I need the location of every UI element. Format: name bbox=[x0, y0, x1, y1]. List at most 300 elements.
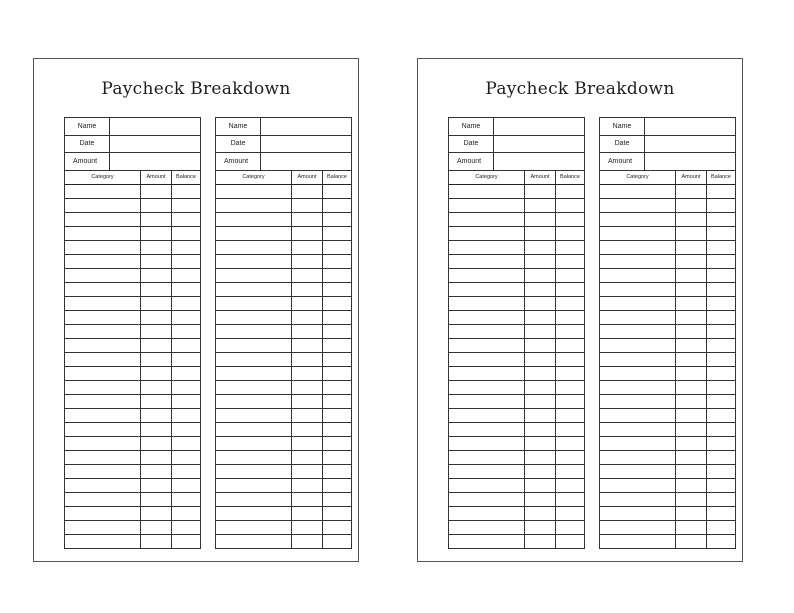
balance-cell[interactable] bbox=[323, 381, 351, 394]
category-cell[interactable] bbox=[216, 465, 292, 478]
category-cell[interactable] bbox=[65, 409, 141, 422]
name-field[interactable] bbox=[645, 118, 735, 136]
balance-cell[interactable] bbox=[323, 493, 351, 506]
amount-cell[interactable] bbox=[141, 311, 172, 324]
category-cell[interactable] bbox=[600, 479, 676, 492]
amount-cell[interactable] bbox=[141, 213, 172, 226]
amount-cell[interactable] bbox=[525, 521, 556, 534]
category-cell[interactable] bbox=[449, 241, 525, 254]
category-cell[interactable] bbox=[216, 437, 292, 450]
balance-cell[interactable] bbox=[323, 423, 351, 436]
amount-cell[interactable] bbox=[292, 437, 323, 450]
category-cell[interactable] bbox=[449, 353, 525, 366]
category-cell[interactable] bbox=[600, 493, 676, 506]
amount-cell[interactable] bbox=[676, 451, 707, 464]
category-cell[interactable] bbox=[449, 535, 525, 548]
amount-cell[interactable] bbox=[141, 521, 172, 534]
category-cell[interactable] bbox=[449, 493, 525, 506]
balance-cell[interactable] bbox=[172, 381, 200, 394]
amount-cell[interactable] bbox=[525, 507, 556, 520]
category-cell[interactable] bbox=[65, 423, 141, 436]
amount-cell[interactable] bbox=[525, 493, 556, 506]
amount-cell[interactable] bbox=[676, 213, 707, 226]
amount-cell[interactable] bbox=[676, 297, 707, 310]
category-cell[interactable] bbox=[449, 437, 525, 450]
amount-cell[interactable] bbox=[676, 339, 707, 352]
category-cell[interactable] bbox=[216, 339, 292, 352]
amount-cell[interactable] bbox=[141, 423, 172, 436]
amount-cell[interactable] bbox=[292, 269, 323, 282]
amount-cell[interactable] bbox=[676, 367, 707, 380]
balance-cell[interactable] bbox=[323, 339, 351, 352]
balance-cell[interactable] bbox=[172, 353, 200, 366]
category-cell[interactable] bbox=[216, 479, 292, 492]
category-cell[interactable] bbox=[600, 535, 676, 548]
balance-cell[interactable] bbox=[172, 227, 200, 240]
balance-cell[interactable] bbox=[707, 213, 735, 226]
balance-cell[interactable] bbox=[556, 409, 584, 422]
balance-cell[interactable] bbox=[172, 367, 200, 380]
amount-field[interactable] bbox=[110, 153, 200, 171]
balance-cell[interactable] bbox=[707, 297, 735, 310]
amount-cell[interactable] bbox=[141, 353, 172, 366]
category-cell[interactable] bbox=[216, 353, 292, 366]
amount-cell[interactable] bbox=[292, 353, 323, 366]
amount-cell[interactable] bbox=[141, 199, 172, 212]
category-cell[interactable] bbox=[216, 395, 292, 408]
balance-cell[interactable] bbox=[707, 535, 735, 548]
amount-cell[interactable] bbox=[525, 199, 556, 212]
balance-cell[interactable] bbox=[172, 325, 200, 338]
amount-cell[interactable] bbox=[141, 395, 172, 408]
amount-cell[interactable] bbox=[676, 437, 707, 450]
amount-cell[interactable] bbox=[525, 213, 556, 226]
balance-cell[interactable] bbox=[172, 311, 200, 324]
balance-cell[interactable] bbox=[556, 269, 584, 282]
category-cell[interactable] bbox=[216, 493, 292, 506]
amount-cell[interactable] bbox=[292, 493, 323, 506]
amount-field[interactable] bbox=[645, 153, 735, 171]
amount-cell[interactable] bbox=[676, 409, 707, 422]
category-cell[interactable] bbox=[216, 269, 292, 282]
amount-cell[interactable] bbox=[292, 535, 323, 548]
balance-cell[interactable] bbox=[556, 437, 584, 450]
amount-cell[interactable] bbox=[525, 367, 556, 380]
amount-cell[interactable] bbox=[525, 325, 556, 338]
balance-cell[interactable] bbox=[707, 283, 735, 296]
category-cell[interactable] bbox=[65, 297, 141, 310]
balance-cell[interactable] bbox=[172, 465, 200, 478]
balance-cell[interactable] bbox=[707, 227, 735, 240]
balance-cell[interactable] bbox=[323, 507, 351, 520]
amount-cell[interactable] bbox=[525, 255, 556, 268]
amount-cell[interactable] bbox=[292, 311, 323, 324]
category-cell[interactable] bbox=[449, 199, 525, 212]
balance-cell[interactable] bbox=[556, 451, 584, 464]
balance-cell[interactable] bbox=[172, 451, 200, 464]
category-cell[interactable] bbox=[65, 283, 141, 296]
balance-cell[interactable] bbox=[707, 255, 735, 268]
balance-cell[interactable] bbox=[556, 507, 584, 520]
amount-cell[interactable] bbox=[676, 325, 707, 338]
amount-cell[interactable] bbox=[292, 339, 323, 352]
category-cell[interactable] bbox=[600, 325, 676, 338]
category-cell[interactable] bbox=[216, 255, 292, 268]
amount-cell[interactable] bbox=[141, 297, 172, 310]
category-cell[interactable] bbox=[600, 353, 676, 366]
name-field[interactable] bbox=[261, 118, 351, 136]
balance-cell[interactable] bbox=[172, 213, 200, 226]
amount-cell[interactable] bbox=[141, 507, 172, 520]
amount-cell[interactable] bbox=[525, 423, 556, 436]
amount-cell[interactable] bbox=[292, 283, 323, 296]
category-cell[interactable] bbox=[65, 269, 141, 282]
balance-cell[interactable] bbox=[707, 437, 735, 450]
amount-cell[interactable] bbox=[676, 493, 707, 506]
category-cell[interactable] bbox=[449, 479, 525, 492]
category-cell[interactable] bbox=[65, 507, 141, 520]
amount-cell[interactable] bbox=[141, 465, 172, 478]
balance-cell[interactable] bbox=[556, 493, 584, 506]
balance-cell[interactable] bbox=[556, 297, 584, 310]
category-cell[interactable] bbox=[216, 521, 292, 534]
category-cell[interactable] bbox=[600, 269, 676, 282]
category-cell[interactable] bbox=[600, 255, 676, 268]
amount-cell[interactable] bbox=[292, 325, 323, 338]
balance-cell[interactable] bbox=[707, 451, 735, 464]
balance-cell[interactable] bbox=[707, 269, 735, 282]
category-cell[interactable] bbox=[600, 409, 676, 422]
balance-cell[interactable] bbox=[323, 395, 351, 408]
category-cell[interactable] bbox=[65, 311, 141, 324]
balance-cell[interactable] bbox=[172, 269, 200, 282]
amount-cell[interactable] bbox=[525, 535, 556, 548]
amount-cell[interactable] bbox=[292, 255, 323, 268]
balance-cell[interactable] bbox=[707, 493, 735, 506]
amount-cell[interactable] bbox=[525, 339, 556, 352]
balance-cell[interactable] bbox=[172, 409, 200, 422]
category-cell[interactable] bbox=[449, 465, 525, 478]
amount-cell[interactable] bbox=[141, 381, 172, 394]
amount-cell[interactable] bbox=[292, 507, 323, 520]
amount-cell[interactable] bbox=[676, 241, 707, 254]
balance-cell[interactable] bbox=[323, 241, 351, 254]
balance-cell[interactable] bbox=[707, 367, 735, 380]
balance-cell[interactable] bbox=[707, 423, 735, 436]
balance-cell[interactable] bbox=[556, 353, 584, 366]
category-cell[interactable] bbox=[449, 367, 525, 380]
balance-cell[interactable] bbox=[556, 423, 584, 436]
amount-cell[interactable] bbox=[676, 479, 707, 492]
category-cell[interactable] bbox=[216, 199, 292, 212]
date-field[interactable] bbox=[494, 136, 584, 154]
category-cell[interactable] bbox=[65, 395, 141, 408]
amount-cell[interactable] bbox=[141, 227, 172, 240]
balance-cell[interactable] bbox=[707, 507, 735, 520]
balance-cell[interactable] bbox=[556, 479, 584, 492]
amount-cell[interactable] bbox=[676, 353, 707, 366]
balance-cell[interactable] bbox=[323, 451, 351, 464]
category-cell[interactable] bbox=[600, 507, 676, 520]
balance-cell[interactable] bbox=[323, 465, 351, 478]
category-cell[interactable] bbox=[216, 311, 292, 324]
category-cell[interactable] bbox=[449, 227, 525, 240]
balance-cell[interactable] bbox=[172, 241, 200, 254]
date-field[interactable] bbox=[261, 136, 351, 154]
amount-cell[interactable] bbox=[676, 269, 707, 282]
balance-cell[interactable] bbox=[556, 227, 584, 240]
category-cell[interactable] bbox=[65, 213, 141, 226]
category-cell[interactable] bbox=[216, 409, 292, 422]
balance-cell[interactable] bbox=[323, 437, 351, 450]
category-cell[interactable] bbox=[65, 199, 141, 212]
category-cell[interactable] bbox=[449, 255, 525, 268]
balance-cell[interactable] bbox=[323, 185, 351, 198]
category-cell[interactable] bbox=[216, 283, 292, 296]
balance-cell[interactable] bbox=[172, 507, 200, 520]
amount-cell[interactable] bbox=[676, 535, 707, 548]
category-cell[interactable] bbox=[65, 381, 141, 394]
amount-cell[interactable] bbox=[292, 521, 323, 534]
amount-cell[interactable] bbox=[525, 465, 556, 478]
category-cell[interactable] bbox=[600, 213, 676, 226]
category-cell[interactable] bbox=[65, 521, 141, 534]
category-cell[interactable] bbox=[65, 493, 141, 506]
category-cell[interactable] bbox=[600, 451, 676, 464]
balance-cell[interactable] bbox=[323, 521, 351, 534]
category-cell[interactable] bbox=[65, 465, 141, 478]
balance-cell[interactable] bbox=[323, 535, 351, 548]
category-cell[interactable] bbox=[600, 227, 676, 240]
category-cell[interactable] bbox=[600, 241, 676, 254]
balance-cell[interactable] bbox=[707, 325, 735, 338]
amount-cell[interactable] bbox=[292, 241, 323, 254]
category-cell[interactable] bbox=[216, 297, 292, 310]
category-cell[interactable] bbox=[449, 423, 525, 436]
amount-cell[interactable] bbox=[141, 339, 172, 352]
amount-cell[interactable] bbox=[525, 283, 556, 296]
name-field[interactable] bbox=[494, 118, 584, 136]
category-cell[interactable] bbox=[600, 367, 676, 380]
amount-cell[interactable] bbox=[525, 227, 556, 240]
category-cell[interactable] bbox=[600, 423, 676, 436]
category-cell[interactable] bbox=[600, 521, 676, 534]
amount-cell[interactable] bbox=[141, 283, 172, 296]
amount-cell[interactable] bbox=[141, 535, 172, 548]
balance-cell[interactable] bbox=[323, 409, 351, 422]
category-cell[interactable] bbox=[65, 353, 141, 366]
category-cell[interactable] bbox=[449, 311, 525, 324]
category-cell[interactable] bbox=[216, 451, 292, 464]
amount-cell[interactable] bbox=[292, 423, 323, 436]
amount-cell[interactable] bbox=[141, 325, 172, 338]
category-cell[interactable] bbox=[65, 227, 141, 240]
category-cell[interactable] bbox=[449, 269, 525, 282]
amount-cell[interactable] bbox=[292, 185, 323, 198]
balance-cell[interactable] bbox=[707, 199, 735, 212]
category-cell[interactable] bbox=[65, 437, 141, 450]
category-cell[interactable] bbox=[216, 423, 292, 436]
balance-cell[interactable] bbox=[707, 339, 735, 352]
amount-cell[interactable] bbox=[292, 213, 323, 226]
balance-cell[interactable] bbox=[707, 465, 735, 478]
amount-cell[interactable] bbox=[292, 367, 323, 380]
balance-cell[interactable] bbox=[707, 353, 735, 366]
balance-cell[interactable] bbox=[707, 395, 735, 408]
amount-cell[interactable] bbox=[292, 381, 323, 394]
amount-cell[interactable] bbox=[141, 269, 172, 282]
balance-cell[interactable] bbox=[172, 493, 200, 506]
balance-cell[interactable] bbox=[707, 311, 735, 324]
balance-cell[interactable] bbox=[707, 479, 735, 492]
amount-field[interactable] bbox=[261, 153, 351, 171]
balance-cell[interactable] bbox=[323, 353, 351, 366]
balance-cell[interactable] bbox=[323, 325, 351, 338]
category-cell[interactable] bbox=[449, 213, 525, 226]
amount-cell[interactable] bbox=[141, 493, 172, 506]
category-cell[interactable] bbox=[600, 437, 676, 450]
balance-cell[interactable] bbox=[323, 479, 351, 492]
balance-cell[interactable] bbox=[707, 381, 735, 394]
category-cell[interactable] bbox=[449, 283, 525, 296]
balance-cell[interactable] bbox=[556, 465, 584, 478]
category-cell[interactable] bbox=[600, 381, 676, 394]
balance-cell[interactable] bbox=[707, 409, 735, 422]
category-cell[interactable] bbox=[216, 535, 292, 548]
balance-cell[interactable] bbox=[172, 339, 200, 352]
balance-cell[interactable] bbox=[556, 311, 584, 324]
balance-cell[interactable] bbox=[172, 297, 200, 310]
balance-cell[interactable] bbox=[556, 185, 584, 198]
category-cell[interactable] bbox=[65, 185, 141, 198]
category-cell[interactable] bbox=[600, 339, 676, 352]
category-cell[interactable] bbox=[449, 339, 525, 352]
amount-cell[interactable] bbox=[141, 185, 172, 198]
category-cell[interactable] bbox=[600, 465, 676, 478]
category-cell[interactable] bbox=[600, 297, 676, 310]
balance-cell[interactable] bbox=[172, 255, 200, 268]
amount-cell[interactable] bbox=[141, 255, 172, 268]
balance-cell[interactable] bbox=[172, 423, 200, 436]
balance-cell[interactable] bbox=[556, 199, 584, 212]
category-cell[interactable] bbox=[65, 241, 141, 254]
amount-cell[interactable] bbox=[525, 269, 556, 282]
category-cell[interactable] bbox=[65, 339, 141, 352]
amount-cell[interactable] bbox=[525, 395, 556, 408]
amount-cell[interactable] bbox=[292, 451, 323, 464]
category-cell[interactable] bbox=[216, 241, 292, 254]
amount-cell[interactable] bbox=[676, 381, 707, 394]
balance-cell[interactable] bbox=[172, 437, 200, 450]
balance-cell[interactable] bbox=[556, 395, 584, 408]
amount-cell[interactable] bbox=[525, 437, 556, 450]
balance-cell[interactable] bbox=[172, 283, 200, 296]
balance-cell[interactable] bbox=[172, 535, 200, 548]
category-cell[interactable] bbox=[449, 507, 525, 520]
category-cell[interactable] bbox=[449, 395, 525, 408]
amount-cell[interactable] bbox=[141, 479, 172, 492]
balance-cell[interactable] bbox=[556, 283, 584, 296]
category-cell[interactable] bbox=[449, 521, 525, 534]
balance-cell[interactable] bbox=[172, 479, 200, 492]
balance-cell[interactable] bbox=[323, 297, 351, 310]
category-cell[interactable] bbox=[600, 185, 676, 198]
category-cell[interactable] bbox=[449, 297, 525, 310]
balance-cell[interactable] bbox=[556, 241, 584, 254]
balance-cell[interactable] bbox=[172, 395, 200, 408]
amount-cell[interactable] bbox=[676, 227, 707, 240]
balance-cell[interactable] bbox=[707, 185, 735, 198]
category-cell[interactable] bbox=[449, 325, 525, 338]
amount-cell[interactable] bbox=[141, 409, 172, 422]
amount-cell[interactable] bbox=[676, 185, 707, 198]
balance-cell[interactable] bbox=[323, 199, 351, 212]
category-cell[interactable] bbox=[600, 395, 676, 408]
balance-cell[interactable] bbox=[556, 325, 584, 338]
balance-cell[interactable] bbox=[556, 535, 584, 548]
balance-cell[interactable] bbox=[323, 255, 351, 268]
category-cell[interactable] bbox=[216, 227, 292, 240]
balance-cell[interactable] bbox=[323, 269, 351, 282]
date-field[interactable] bbox=[645, 136, 735, 154]
amount-cell[interactable] bbox=[676, 255, 707, 268]
amount-cell[interactable] bbox=[525, 409, 556, 422]
category-cell[interactable] bbox=[600, 199, 676, 212]
category-cell[interactable] bbox=[600, 283, 676, 296]
amount-cell[interactable] bbox=[676, 507, 707, 520]
category-cell[interactable] bbox=[216, 325, 292, 338]
category-cell[interactable] bbox=[449, 409, 525, 422]
category-cell[interactable] bbox=[449, 381, 525, 394]
amount-cell[interactable] bbox=[525, 479, 556, 492]
amount-cell[interactable] bbox=[141, 437, 172, 450]
category-cell[interactable] bbox=[600, 311, 676, 324]
category-cell[interactable] bbox=[449, 185, 525, 198]
amount-cell[interactable] bbox=[292, 227, 323, 240]
amount-cell[interactable] bbox=[525, 185, 556, 198]
amount-cell[interactable] bbox=[292, 465, 323, 478]
amount-cell[interactable] bbox=[676, 465, 707, 478]
balance-cell[interactable] bbox=[323, 283, 351, 296]
amount-cell[interactable] bbox=[676, 395, 707, 408]
amount-cell[interactable] bbox=[292, 395, 323, 408]
balance-cell[interactable] bbox=[707, 521, 735, 534]
category-cell[interactable] bbox=[216, 507, 292, 520]
balance-cell[interactable] bbox=[323, 213, 351, 226]
amount-cell[interactable] bbox=[676, 311, 707, 324]
category-cell[interactable] bbox=[65, 325, 141, 338]
amount-cell[interactable] bbox=[141, 451, 172, 464]
date-field[interactable] bbox=[110, 136, 200, 154]
balance-cell[interactable] bbox=[556, 381, 584, 394]
category-cell[interactable] bbox=[65, 451, 141, 464]
category-cell[interactable] bbox=[216, 213, 292, 226]
name-field[interactable] bbox=[110, 118, 200, 136]
amount-cell[interactable] bbox=[676, 521, 707, 534]
amount-field[interactable] bbox=[494, 153, 584, 171]
balance-cell[interactable] bbox=[323, 311, 351, 324]
amount-cell[interactable] bbox=[141, 241, 172, 254]
amount-cell[interactable] bbox=[525, 451, 556, 464]
balance-cell[interactable] bbox=[172, 199, 200, 212]
category-cell[interactable] bbox=[65, 367, 141, 380]
amount-cell[interactable] bbox=[292, 479, 323, 492]
balance-cell[interactable] bbox=[323, 367, 351, 380]
amount-cell[interactable] bbox=[525, 353, 556, 366]
balance-cell[interactable] bbox=[556, 255, 584, 268]
balance-cell[interactable] bbox=[556, 521, 584, 534]
amount-cell[interactable] bbox=[141, 367, 172, 380]
